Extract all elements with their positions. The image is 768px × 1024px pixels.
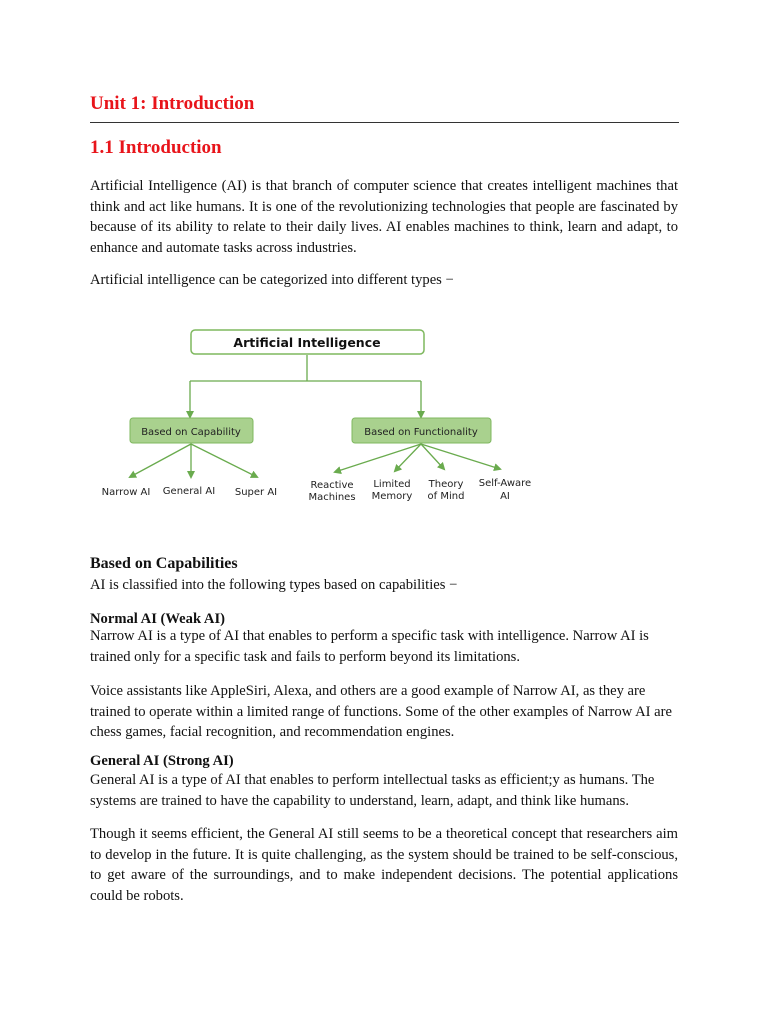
intro-paragraph: Artificial Intelligence (AI) is that branch of computer science that creates intelligent machines that think and act like humans. It is one of the revolutionizing technologies that people are fascinated by because of its ability to relate to their daily lives. AI enables machines to think, learn and adapt, to enhance and automate tasks across industries. bbox=[90, 178, 678, 256]
leaf-theory-1: Theory bbox=[428, 479, 464, 490]
strong-ai-paragraph-2: Though it seems efficient, the General AI still seems to be a theoretical concept that researchers aim to develop in the future. It is quite challenging, as the system should be trained to be self-conscious, to get aware of the surroundings, and to make independent decisions. The potential applications could be robots. bbox=[90, 826, 678, 904]
weak-ai-heading: Normal AI (Weak AI) bbox=[90, 611, 225, 627]
types-intro: Artificial intelligence can be categorized into different types − bbox=[90, 272, 454, 288]
root-label: Artificial Intelligence bbox=[233, 335, 381, 350]
capabilities-heading: Based on Capabilities bbox=[90, 555, 238, 572]
leaf-reactive-1: Reactive bbox=[310, 480, 354, 491]
leaf-general-ai: General AI bbox=[162, 486, 216, 497]
unit-title: Unit 1: Introduction bbox=[90, 93, 255, 114]
strong-ai-heading: General AI (Strong AI) bbox=[90, 753, 234, 769]
leaf-narrow-ai: Narrow AI bbox=[101, 487, 151, 498]
section-title: 1.1 Introduction bbox=[90, 137, 222, 158]
leaf-selfaware-2: AI bbox=[500, 491, 510, 502]
capability-label: Based on Capability bbox=[141, 427, 241, 438]
leaf-super-ai: Super AI bbox=[234, 487, 278, 498]
leaf-limited-1: Limited bbox=[373, 479, 411, 490]
weak-ai-paragraph-1: Narrow AI is a type of AI that enables to perform a specific task with intelligence. Narrow AI is trained only for a specific task and fails to perform beyond its limitations. bbox=[90, 628, 649, 665]
leaf-theory-2: of Mind bbox=[427, 491, 465, 502]
strong-ai-paragraph-1: General AI is a type of AI that enables to perform intellectual tasks as efficient;y as humans. The systems are trained to have the capability to understand, learn, adapt, and think like humans. bbox=[90, 772, 655, 809]
weak-ai-paragraph-2: Voice assistants like AppleSiri, Alexa, and others are a good example of Narrow AI, as they are trained to operate within a limited range of functions. Some of the other examples of Narrow AI are chess games, facial recognition, and recommendation engines. bbox=[90, 683, 672, 741]
leaf-reactive-2: Machines bbox=[308, 492, 356, 503]
leaf-selfaware-1: Self-Aware bbox=[478, 478, 532, 489]
leaf-limited-2: Memory bbox=[371, 491, 413, 502]
functionality-label: Based on Functionality bbox=[364, 427, 478, 438]
capabilities-intro: AI is classified into the following types based on capabilities − bbox=[90, 577, 458, 593]
